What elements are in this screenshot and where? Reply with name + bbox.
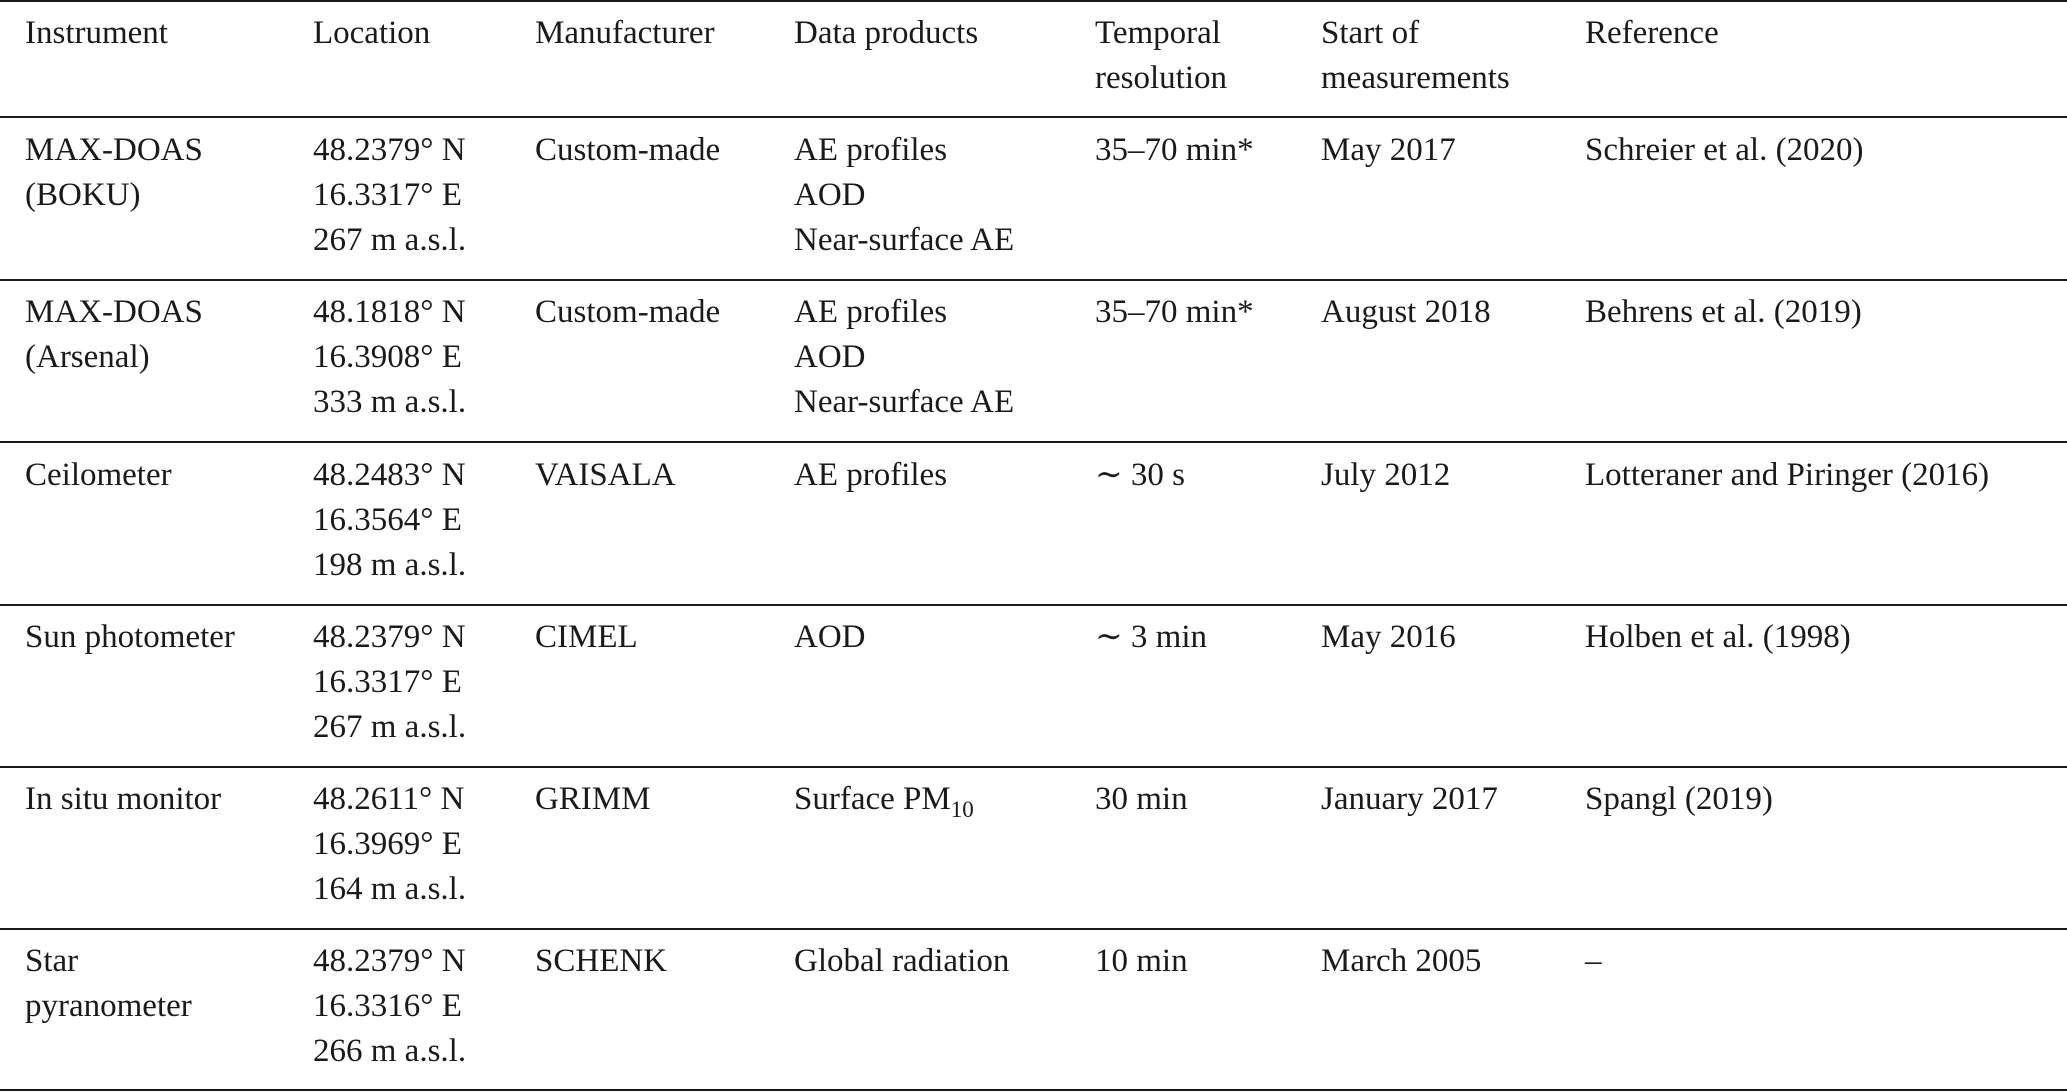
row-divider [0,766,2067,768]
table-row-2-reference: Lotteraner and Piringer (2016) [1585,457,1990,493]
table-row-5-data-products: Global radiation [794,943,1010,979]
table-row-4-data-products [794,777,974,822]
header-temporal-resolution: Temporal resolution [1095,15,1227,96]
table-top-rule [0,0,2067,2]
table-row-3-instrument: Sun photometer [25,619,235,655]
table-row-1-manufacturer: Custom-made [535,294,721,330]
table-row-3-location: 48.2379° N 16.3317° E 267 m a.s.l. [313,619,467,745]
table-row-2-instrument: Ceilometer [25,457,172,493]
table-row-2-location: 48.2483° N 16.3564° E 198 m a.s.l. [313,457,467,583]
table-row-2-manufacturer: VAISALA [535,457,676,493]
table-row-2-start: July 2012 [1321,457,1451,493]
header-manufacturer: Manufacturer [535,15,715,51]
header-bottom-rule [0,116,2067,118]
table-row-2-data-products: AE profiles [794,457,948,493]
header-data-products: Data products [794,15,979,51]
table-row-5-reference: – [1585,943,1602,979]
surface-pm-label: Surface PM [794,781,951,817]
table-row-1-data-products: AE profiles AOD Near-surface AE [794,294,1015,420]
table-row-1-reference: Behrens et al. (2019) [1585,294,1862,330]
header-reference: Reference [1585,15,1719,51]
row-divider [0,279,2067,281]
table-row-1-start: August 2018 [1321,294,1491,330]
table-row-4-temporal-resolution: 30 min [1095,781,1188,817]
table-row-5-location: 48.2379° N 16.3316° E 266 m a.s.l. [313,943,467,1069]
row-divider [0,441,2067,443]
table-row-4-location: 48.2611° N 16.3969° E 164 m a.s.l. [313,781,467,907]
header-instrument: Instrument [25,15,168,51]
table-row-3-data-products: AOD [794,619,866,655]
table-row-1-temporal-resolution: 35–70 min* [1095,294,1254,330]
table-row-3-reference: Holben et al. (1998) [1585,619,1851,655]
table-row-5-instrument: Star pyranometer [25,943,192,1024]
table-row-0-manufacturer: Custom-made [535,132,721,168]
table-row-4-reference: Spangl (2019) [1585,781,1773,817]
table-row-0-instrument: MAX-DOAS (BOKU) [25,132,203,213]
header-location: Location [313,15,431,51]
table-row-5-manufacturer: SCHENK [535,943,668,979]
table-row-0-data-products: AE profiles AOD Near-surface AE [794,132,1015,258]
table-row-5-start: March 2005 [1321,943,1482,979]
table-row-3-start: May 2016 [1321,619,1456,655]
row-divider [0,604,2067,606]
table-row-3-temporal-resolution: ∼ 3 min [1095,619,1207,655]
table-row-4-instrument: In situ monitor [25,781,222,817]
table-row-5-temporal-resolution: 10 min [1095,943,1188,979]
table-row-4-start: January 2017 [1321,781,1498,817]
table-row-4-manufacturer: GRIMM [535,781,651,817]
pm-subscript: 10 [950,797,974,822]
table-row-0-start: May 2017 [1321,132,1456,168]
table-row-0-temporal-resolution: 35–70 min* [1095,132,1254,168]
table-row-3-manufacturer: CIMEL [535,619,638,655]
table-row-1-instrument: MAX-DOAS (Arsenal) [25,294,203,375]
table-bottom-rule [0,1089,2067,1091]
table-row-0-reference: Schreier et al. (2020) [1585,132,1864,168]
table-row-2-temporal-resolution: ∼ 30 s [1095,457,1185,493]
table-row-0-location: 48.2379° N 16.3317° E 267 m a.s.l. [313,132,467,258]
table-row-1-location: 48.1818° N 16.3908° E 333 m a.s.l. [313,294,467,420]
row-divider [0,928,2067,930]
header-start-of-measurements: Start of measurements [1321,15,1510,96]
